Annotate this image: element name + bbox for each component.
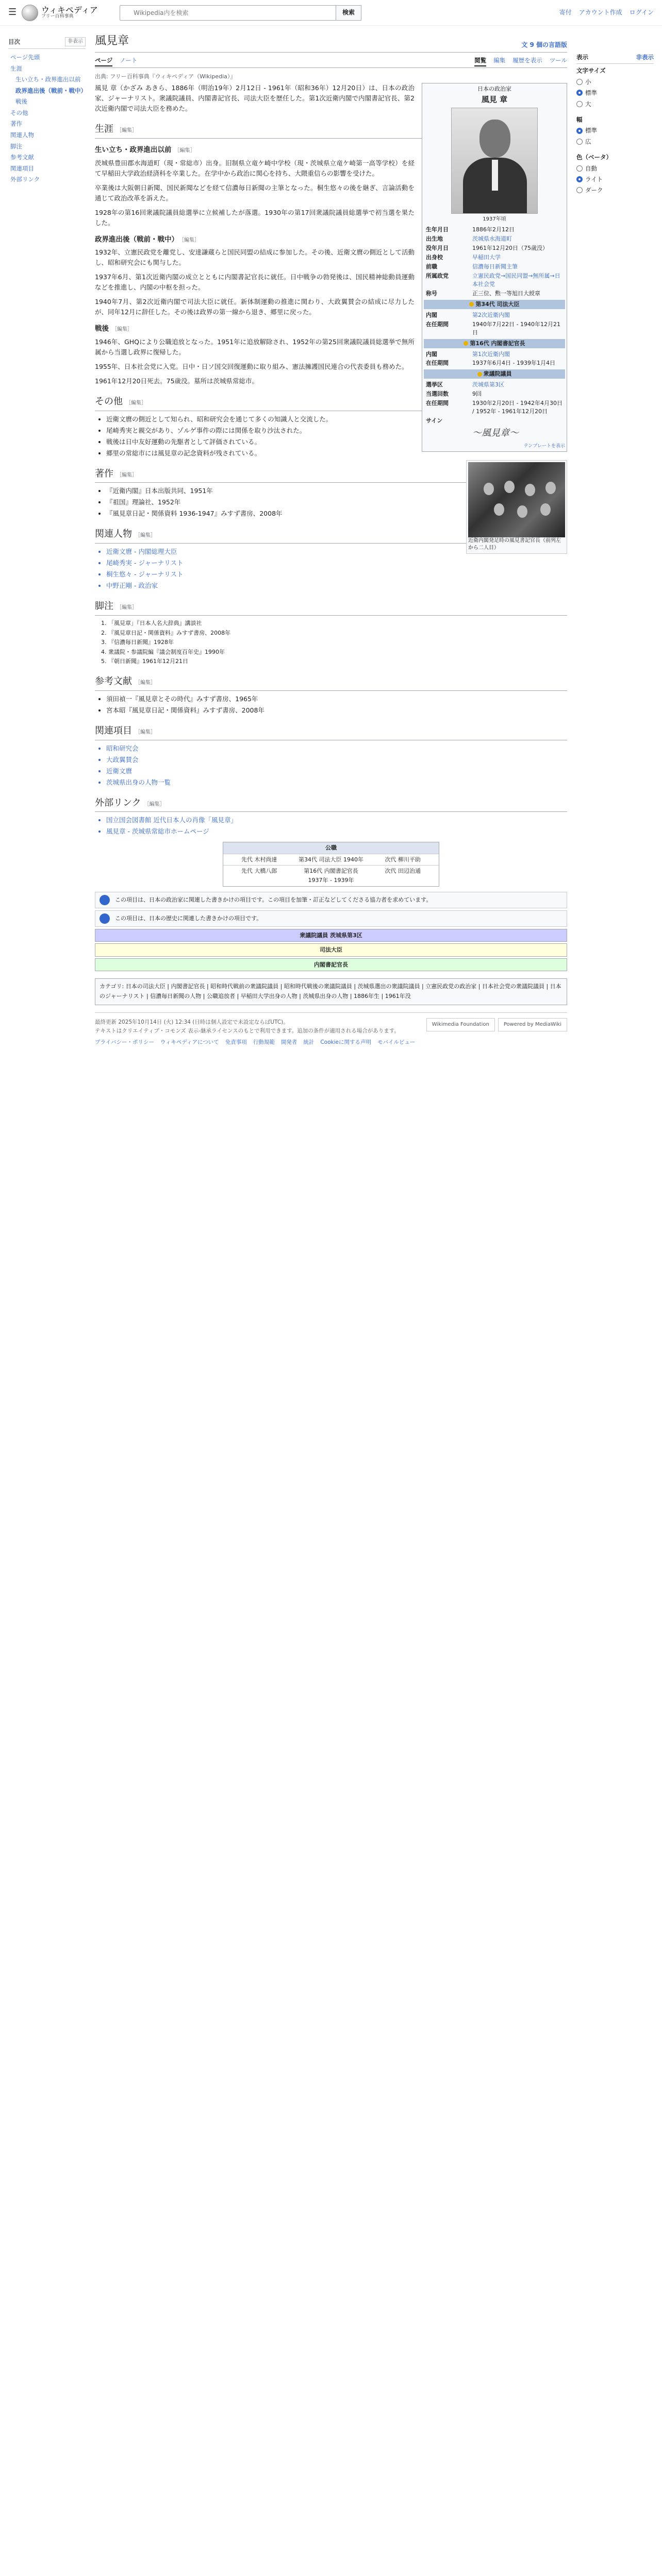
radio-width-standard[interactable]: 標準	[576, 126, 654, 135]
list-item: • 須田禎一『風見章とその時代』みすず書房、1965年	[106, 694, 567, 704]
search-form	[120, 5, 361, 21]
signature-image: 〜風見章〜	[472, 428, 519, 439]
tab-talk[interactable]: ノート	[120, 57, 138, 64]
toc-item[interactable]: 関連人物	[10, 131, 34, 139]
radio-text-standard[interactable]: 標準	[576, 88, 654, 97]
page-tabs	[95, 55, 567, 67]
edit-link[interactable]: ［編集］	[135, 729, 156, 735]
toc-item[interactable]: 脚注	[10, 142, 22, 150]
infobox: 日本の政治家 風見 章 1937年頃 生年月日 1886年2月12日 出生地 茨城県水海道町 没年月日 1961年12月20日（75歳没） 出身校 早稲田大学 前職 信濃毎日新聞主筆 所属政党 立憲民政党→国民同盟→無所属→日本社会党 称号 正三位、勲一等旭日大綬章 第34代 司法大臣 内閣 第2次近衛内閣 在任期間 1940年7月22日 - 1940年12月21日 第16代 内閣書記官長 内閣 第1次近衛内閣 在任期間 1937年6月4日 - 1939年1月4日 衆議院議員 選挙区 茨城県第3区 当選回数 9回 在任期間 1930年2月20日 - 1942年4月30日 / 1952年 - 1961年12月20日 サイン 〜風見章〜 テンプレートを表示	[422, 83, 567, 452]
infobox-row: 前職 信濃毎日新聞主筆	[426, 263, 518, 270]
section-heading: その他 ［編集］	[95, 395, 567, 411]
footer: Wikimedia Foundation Powered by MediaWiki 最終更新 2025年10月14日 (火) 12:34 (日時は個人設定で未設定ならばUTC)。 テキストはクリエイティブ・コモンズ 表示-継承ライセンスのもとで利用できます。追加の条件が適用される場合があります。 プライバシー・ポリシー ウィキペディアについて 免責事項 行動規範 開発者 統計 Cookieに関する声明 モバイルビュー	[95, 1012, 567, 1052]
footer-link[interactable]: 行動規範	[253, 1039, 275, 1046]
footer-link[interactable]: 統計	[303, 1039, 315, 1046]
toc-sidebar: 目次 非表示 ページ先頭 生涯 生い立ち・政界進出以前 政界進出後（戦前・戦中） 戦後 その他 著作 関連人物 脚注 参考文献 関連項目 外部リンク	[8, 26, 86, 1052]
section-heading: 外部リンク ［編集］	[95, 796, 567, 812]
tab-read[interactable]: 閲覧	[474, 56, 486, 66]
footnote: 2. 『風見章日記・関係資料』みすず書房、2008年	[108, 629, 567, 638]
list-item[interactable]: • 昭和研究会	[106, 743, 567, 754]
list-item[interactable]: • 近衛文麿 - 内閣総理大臣	[106, 547, 567, 557]
info-icon	[100, 895, 110, 905]
edit-link[interactable]: ［編集］	[135, 680, 156, 686]
list-item: • 宮本昭『風見章日記・関係資料』みすず書房、2008年	[106, 705, 567, 716]
infobox-row: 出身校 早稲田大学	[426, 254, 501, 261]
tab-page[interactable]: ページ	[95, 56, 112, 66]
emblem-icon	[464, 341, 468, 346]
list-item: • 近衛文麿の側近として知られ、昭和研究会を通じて多くの知識人と交流した。	[106, 414, 567, 425]
edit-link[interactable]: ［編集］	[144, 801, 165, 807]
section-heading: 関連人物 ［編集］	[95, 527, 567, 544]
list-item[interactable]: • 大政翼賛会	[106, 755, 567, 765]
radio-width-wide[interactable]: 広	[576, 137, 654, 146]
search-input[interactable]	[120, 5, 336, 21]
radio-color-light[interactable]: ライト	[576, 175, 654, 184]
toc-item[interactable]: 戦後	[15, 98, 27, 106]
toc-item[interactable]: 参考文献	[10, 154, 34, 161]
footer-link[interactable]: ウィキペディアについて	[160, 1039, 219, 1046]
toc-item[interactable]: 政界進出後（戦前・戦中）	[15, 87, 87, 94]
footnote: 4. 衆議院・参議院編『議会制度百年史』1990年	[108, 648, 567, 657]
infobox-row: 所属政党 立憲民政党→国民同盟→無所属→日本社会党	[426, 273, 560, 287]
radio-color-auto[interactable]: 自動	[576, 164, 654, 173]
infobox-office-bar: 第34代 司法大臣	[424, 300, 565, 309]
toc-hide-button[interactable]: 非表示	[65, 37, 86, 46]
subsection-heading: 戦後 ［編集］	[95, 325, 133, 333]
navbox[interactable]: 衆議院議員 茨城県第3区	[95, 929, 567, 942]
list-item[interactable]: • 茨城県出身の人物一覧	[106, 777, 567, 788]
infobox-office-bar: 第16代 内閣書記官長	[424, 339, 565, 348]
footer-link[interactable]: 開発者	[280, 1039, 297, 1046]
list-item: • 戦後は日中友好運動の先駆者として評価されている。	[106, 437, 567, 447]
login-link[interactable]: ログイン	[629, 8, 654, 16]
emblem-icon	[469, 302, 474, 307]
radio-text-small[interactable]: 小	[576, 77, 654, 87]
edit-link[interactable]: ［編集］	[174, 147, 195, 154]
emblem-icon	[477, 372, 482, 377]
subsection-heading: 政界進出後（戦前・戦中） ［編集］	[95, 235, 200, 244]
toc-item[interactable]: 生い立ち・政界進出以前	[15, 76, 81, 83]
edit-link[interactable]: ［編集］	[117, 472, 137, 478]
list-item[interactable]: • 近衛文麿	[106, 766, 567, 776]
radio-color-dark[interactable]: ダーク	[576, 185, 654, 195]
template-link[interactable]: テンプレートを表示	[523, 444, 565, 449]
subsection-heading: 生い立ち・政界進出以前 ［編集］	[95, 145, 195, 154]
toc-item[interactable]: 関連項目	[10, 164, 34, 172]
footer-link[interactable]: プライバシー・ポリシー	[95, 1039, 154, 1046]
infobox-row: 生年月日 1886年2月12日	[426, 226, 515, 233]
language-button[interactable]: 文 9 個の言語版	[521, 41, 567, 48]
section-heading: 参考文献 ［編集］	[95, 674, 567, 691]
toc-item[interactable]: 著作	[10, 120, 22, 128]
edit-link[interactable]: ［編集］	[126, 400, 146, 406]
info-icon	[100, 913, 110, 924]
category-links[interactable]: カテゴリ: 日本の司法大臣 | 内閣書記官長 | 昭和時代戦前の衆議院議員 | 昭和時代戦後の衆議院議員 | 茨城県選出の衆議院議員 | 立憲民政党の政治家 | 日本社会党の衆議院議員 | 日本のジャーナリスト | 信濃毎日新聞の人物 | 公職追放者 | 早稲田大学出身の人物 | 茨城県出身の人物 | 1886年生 | 1961年没	[95, 978, 567, 1005]
list-item[interactable]: • 尾崎秀実 - ジャーナリスト	[106, 558, 567, 568]
tab-tools[interactable]: ツール	[549, 57, 567, 64]
create-account-link[interactable]: アカウント作成	[578, 8, 622, 16]
section-heading: 生涯 ［編集］	[95, 122, 567, 139]
succession-box: 公職 先代 木村尚達 第34代 司法大臣 1940年 次代 柳川平助 先代 大橋八郎 第16代 内閣書記官長 1937年 - 1939年 次代 田辺治通	[223, 842, 439, 886]
footer-link[interactable]: Cookieに関する声明	[320, 1039, 371, 1046]
infobox-row: 没年月日 1961年12月20日（75歳没）	[426, 245, 548, 252]
infobox-row: 出生地 茨城県水海道町	[426, 235, 512, 243]
cabinet-photo[interactable]	[468, 462, 565, 537]
toc-item[interactable]: 外部リンク	[10, 176, 40, 183]
edit-link[interactable]: ［編集］	[135, 533, 156, 539]
wikipedia-logo[interactable]: ウィキペディア フリー百科事典	[22, 5, 114, 21]
list-item: • 『風見章日記・関係資料 1936-1947』みすず書房、2008年	[106, 509, 567, 519]
lead-paragraph: 風見 章（かざみ あきら、1886年（明治19年）2月12日 - 1961年（昭和36年）12月20日）は、日本の政治家、ジャーナリスト。衆議院議員、内閣書記官長、司法大臣を歴任した。第1次近衛内閣で内閣書記官長、第2次近衛内閣で司法大臣を務めた。	[95, 84, 415, 113]
list-item: • 尾崎秀実と親交があり、ゾルゲ事件の際には関係を取り沙汰された。	[106, 426, 567, 436]
edit-link[interactable]: ［編集］	[181, 237, 200, 243]
search-button[interactable]: 検索	[336, 5, 361, 21]
list-item: • 『祖国』理論社、1952年	[106, 497, 567, 507]
list-item: • 『近衛内閣』日本出版共同、1951年	[106, 486, 567, 496]
section-heading: 著作 ［編集］	[95, 467, 567, 483]
footnote: 5. 『朝日新聞』1961年12月21日	[108, 657, 567, 666]
toc-item[interactable]: 生涯	[10, 64, 22, 72]
globe-icon	[22, 5, 38, 21]
edit-link[interactable]: ［編集］	[117, 128, 137, 134]
section-heading: 脚注 ［編集］	[95, 599, 567, 616]
donate-link[interactable]: 寄付	[559, 8, 572, 16]
navbox[interactable]: 司法大臣	[95, 943, 567, 957]
footnote: 1. 「風見章」『日本人名大辞典』講談社	[108, 619, 567, 628]
panel-hide-button[interactable]: 非表示	[636, 54, 654, 61]
list-item: • 郷里の常総市には風見章の記念資料が残されている。	[106, 448, 567, 459]
menu-icon[interactable]: ☰	[8, 7, 17, 18]
list-item[interactable]: • 桐生悠々 - ジャーナリスト	[106, 569, 567, 580]
footnote: 3. 『信濃毎日新聞』1928年	[108, 638, 567, 647]
list-item[interactable]: • 風見章 - 茨城県常総市ホームページ	[106, 826, 567, 837]
section-heading: 関連項目 ［編集］	[95, 724, 567, 740]
source-line: 出典: フリー百科事典『ウィキペディア（Wikipedia）』	[95, 73, 236, 80]
toc-item[interactable]: その他	[10, 109, 28, 116]
navbox[interactable]: 内閣書記官長	[95, 958, 567, 972]
radio-text-large[interactable]: 大	[576, 99, 654, 109]
appearance-panel: 表示 非表示 文字サイズ 小 標準 大 幅 標準 広 色（ベータ） 自動 ライト ダーク	[576, 26, 654, 1052]
list-item[interactable]: • 中野正剛 - 政治家	[106, 581, 567, 591]
toc-item[interactable]: ページ先頭	[10, 54, 40, 61]
portrait-image[interactable]	[451, 108, 538, 214]
infobox-row: 称号 正三位、勲一等旭日大綬章	[426, 290, 540, 297]
mediawiki-badge[interactable]: Powered by MediaWiki	[498, 1018, 567, 1031]
list-item[interactable]: • 国立国会図書館 近代日本人の肖像「風見章」	[106, 815, 567, 825]
figure: 近衛内閣発足時の風見書記官長（前列左から二人目）	[466, 460, 567, 554]
footer-link[interactable]: 免責事項	[225, 1039, 247, 1046]
wikimedia-badge[interactable]: Wikimedia Foundation	[426, 1018, 495, 1031]
tab-history[interactable]: 履歴を表示	[512, 57, 542, 64]
main-content: 風見章 文 9 個の言語版 ページ ノート 閲覧 編集 履歴を表示 ツール 出典: フリー百科事典『ウィキペディア（Wikipedia）』 日本の政治家 風見 章 1937年頃 生年月日 1886年2月12日 出生地 茨城県水海道町 没年月日 1961年12月20日（75歳没） 出身校 早稲田大学 前職 信濃毎日新聞主筆 所属政党 立憲民政党→国民同盟→無所属→日本社会党 称号 正三位、勲一等旭日大綬章 第34代 司法大臣 内閣 第2次近衛内閣 在任期間 1940年7月22日 - 1940年12月21日 第16代 内閣書記官長 内閣 第1次近衛内閣 在任期間 1937年6月4日 - 1939年1月4日 衆議院議員 選挙区 茨城県第3区 当選回数 9回 在任期間 1930年2月20日 - 1942年4月30日 / 1952年 - 1961年12月20日 サイン 〜風見章〜 テンプレートを表示 風見 章（かざみ あきら、1886年（明治19年）2月12日 - 1961年（昭和36年）12月20日）は、日本の政治家、ジャーナリスト。衆議院議員、内閣書記官長、司法大臣を歴任した。第1次近衛内閣で内閣書記官長、第2次近衛内閣で司法大臣を務めた。 生涯 ［編集］ 生い立ち・政界進出以前 ［編集］ 茨城県豊田郡水海道町（現・常総市）出身。旧制県立竜ケ崎中学校（現・茨城県立竜ケ崎第一高等学校）を経て早稲田大学政治経済科を卒業した。在学中から政治に関心を持ち、大隈重信らの影響を受けた。 卒業後は大阪朝日新聞、国民新聞などを経て信濃毎日新聞の主筆となった。桐生悠々の後を継ぎ、言論活動を通じて政治改革を訴えた。 1928年の第16回衆議院議員総選挙に立候補したが落選。1930年の第17回衆議院議員総選挙で初当選を果たした。 近衛内閣発足時の風見書記官長（前列左から二人目） 政界進出後（戦前・戦中） ［編集］ 1932年、立憲民政党を離党し、安達謙蔵らと国民同盟の結成に参加した。その後、近衛文麿の側近として活動し、昭和研究会にも関与した。 1937年6月、第1次近衛内閣の成立とともに内閣書記官長に就任。日中戦争の勃発後は、国民精神総動員運動などを推進し、内閣の中枢を担った。 1940年7月、第2次近衛内閣で司法大臣に就任。新体制運動の推進に関わり、大政翼賛会の結成に尽力したが、同年12月に辞任した。その後は政界の第一線から退き、郷里に戻った。 戦後 ［編集］ 1946年、GHQにより公職追放となった。1951年に追放解除され、1952年の第25回衆議院議員総選挙で無所属から当選し政界に復帰した。 1955年、日本社会党に入党。日中・日ソ国交回復運動に取り組み、憲法擁護国民連合の代表委員も務めた。 1961年12月20日死去。75歳没。墓所は茨城県常総市。 その他 ［編集］ • 近衛文麿の側近として知られ、昭和研究会を通じて多くの知識人と交流した。 • 尾崎秀実と親交があり、ゾルゲ事件の際には関係を取り沙汰された。 • 戦後は日中友好運動の先駆者として評価されている。 • 郷里の常総市には風見章の記念資料が残されている。 著作 ［編集］ • 『近衛内閣』日本出版共同、1951年 • 『祖国』理論社、1952年 • 『風見章日記・関係資料 1936-1947』みすず書房、2008年 関連人物 ［編集］ • 近衛文麿 - 内閣総理大臣 • 尾崎秀実 - ジャーナリスト • 桐生悠々 - ジャーナリスト • 中野正剛 - 政治家 脚注 ［編集］ 1. 「風見章」『日本人名大辞典』講談社 2. 『風見章日記・関係資料』みすず書房、2008年 3. 『信濃毎日新聞』1928年 4. 衆議院・参議院編『議会制度百年史』1990年 5. 『朝日新聞』1961年12月21日 参考文献 ［編集］ • 須田禎一『風見章とその時代』みすず書房、1965年 • 宮本昭『風見章日記・関係資料』みすず書房、2008年 関連項目 ［編集］ • 昭和研究会 • 大政翼賛会 • 近衛文麿 • 茨城県出身の人物一覧 外部リンク ［編集］ • 国立国会図書館 近代日本人の肖像「風見章」 • 風見章 - 茨城県常総市ホームページ 公職 先代 木村尚達 第34代 司法大臣 1940年 次代 柳川平助 先代 大橋八郎 第16代 内閣書記官長 1937年 - 1939年 次代 田辺治通 この項目は、日本の政治家に関連した書きかけの項目です。この項目を加筆・訂正などしてくださる協力者を求めています。 この項目は、日本の歴史に関連した書きかけの項目です。 衆議院議員 茨城県第3区 司法大臣 内閣書記官長 カテゴリ: 日本の司法大臣 | 内閣書記官長 | 昭和時代戦前の衆議院議員 | 昭和時代戦後の衆議院議員 | 茨城県選出の衆議院議員 | 立憲民政党の政治家 | 日本社会党の衆議院議員 | 日本のジャーナリスト | 信濃毎日新聞の人物 | 公職追放者 | 早稲田大学出身の人物 | 茨城県出身の人物 | 1886年生 | 1961年没 Wikimedia Foundation Powered by MediaWiki 最終更新 2025年10月14日 (火) 12:34 (日時は個人設定で未設定ならばUTC)。 テキストはクリエイティブ・コモンズ 表示-継承ライセンスのもとで利用できます。追加の条件が適用される場合があります。 プライバシー・ポリシー ウィキペディアについて 免責事項 行動規範 開発者 統計 Cookieに関する声明 モバイルビュー	[86, 26, 576, 1052]
footer-link[interactable]: モバイルビュー	[377, 1039, 416, 1046]
page-title: 風見章	[95, 35, 129, 47]
tab-edit[interactable]: 編集	[493, 57, 506, 64]
infobox-office-bar: 衆議院議員	[424, 369, 565, 379]
stub-notice: この項目は、日本の政治家に関連した書きかけの項目です。この項目を加筆・訂正などしてくださる協力者を求めています。	[95, 892, 567, 908]
edit-link[interactable]: ［編集］	[117, 605, 137, 611]
stub-notice: この項目は、日本の歴史に関連した書きかけの項目です。	[95, 910, 567, 927]
header	[0, 0, 662, 26]
edit-link[interactable]: ［編集］	[112, 327, 133, 333]
